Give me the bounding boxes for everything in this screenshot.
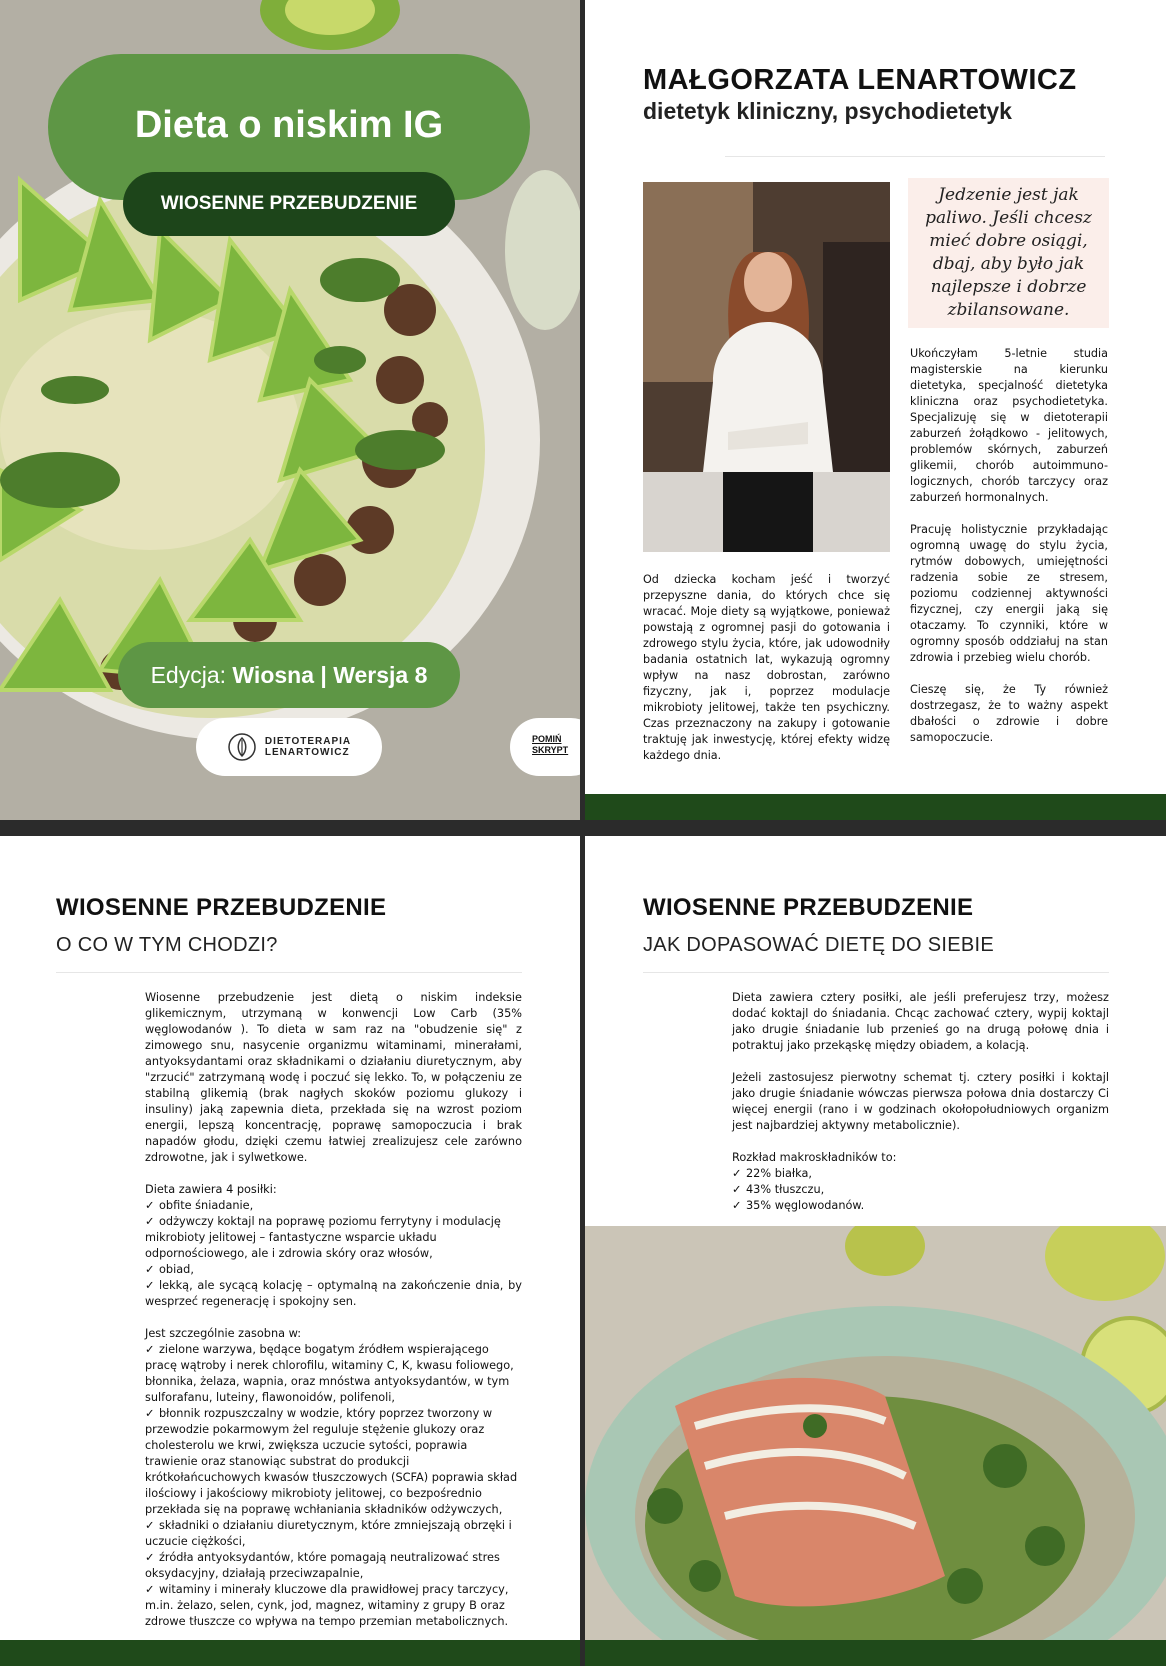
check-icon: ✓ bbox=[145, 1215, 155, 1228]
footer-bar bbox=[0, 1640, 580, 1666]
about-page bbox=[585, 0, 1166, 820]
skip-line2[interactable]: SKRYPT bbox=[532, 745, 569, 755]
check-icon: ✓ bbox=[145, 1199, 155, 1212]
footer-bar bbox=[585, 794, 1166, 820]
edition-badge bbox=[118, 642, 460, 708]
bio-left-column bbox=[643, 572, 890, 764]
paragraph: Jeżeli zastosujesz pierwotny schemat tj. cztery posiłki i koktajl jako drugie śniadanie wówczas pierwsza połowa dnia dostarczy Ci więcej energii (rano i w godzinach okołopołudniowych organizm jest najbardziej aktywny metabolicznie). bbox=[732, 1071, 1109, 1132]
logo-line1: DIETOTERAPIA bbox=[264, 736, 352, 747]
check-icon: ✓ bbox=[145, 1519, 155, 1532]
check-icon: ✓ bbox=[145, 1583, 155, 1596]
diet-description bbox=[145, 990, 522, 1630]
edition-label: Edycja: bbox=[150, 662, 227, 688]
author-portrait-photo bbox=[643, 182, 890, 552]
cover-title: Dieta o niskim IG bbox=[48, 54, 530, 200]
divider bbox=[725, 156, 1105, 157]
cover-page bbox=[0, 0, 580, 820]
meals-title: Dieta zawiera 4 posiłki: bbox=[145, 1183, 277, 1196]
author-role: dietetyk kliniczny, psychodietetyk bbox=[643, 98, 1012, 124]
page-subheading: O CO W TYM CHODZI? bbox=[56, 934, 278, 956]
list-item: ✓ składniki o działaniu diuretycznym, które zmniejszają obrzęki i uczucie ciężkości, bbox=[145, 1519, 512, 1548]
salmon-bowl-photo bbox=[585, 1226, 1166, 1644]
check-icon: ✓ bbox=[732, 1199, 742, 1212]
footer-bar bbox=[585, 1640, 1166, 1666]
list-item: ✓ obfite śniadanie, bbox=[145, 1199, 254, 1212]
check-icon: ✓ bbox=[145, 1407, 155, 1420]
author-name: MAŁGORZATA LENARTOWICZ bbox=[643, 64, 1077, 96]
check-icon: ✓ bbox=[145, 1551, 155, 1564]
list-item: ✓ zielone warzywa, będące bogatym źródłem wspierającego pracę wątroby i nerek chlorofilu, witaminy C, K, kwasu foliowego, błonnika, żelaza, wapnia, oraz mnóstwa antyoksydantów, w tym sulforafanu, luteiny, flawonoidów, polifenoli, bbox=[145, 1343, 514, 1404]
list-item: ✓ odżywczy koktajl na poprawę poziomu ferrytyny i modulację mikrobioty jelitowej – fantastyczne wsparcie układu odpornościowego, ale i zdrowia skóry oraz włosów, bbox=[145, 1215, 501, 1260]
customize-text bbox=[732, 990, 1109, 1214]
divider bbox=[56, 972, 522, 973]
check-icon: ✓ bbox=[732, 1167, 742, 1180]
edition-value: Wiosna | Wersja 8 bbox=[232, 662, 428, 688]
quote-box: Jedzenie jest jak paliwo. Jeśli chcesz mieć dobre osiągi, dbaj, aby było jak najlepsze i dobrze zbilansowane. bbox=[908, 178, 1109, 328]
page-subheading: JAK DOPASOWAĆ DIETĘ DO SIEBIE bbox=[643, 934, 994, 956]
list-item: ✓ lekką, ale sycącą kolację – optymalną na zakończenie dnia, by wesprzeć regenerację i spokojny sen. bbox=[145, 1279, 522, 1308]
list-item: ✓ witaminy i minerały kluczowe dla prawidłowej pracy tarczycy, m.in. żelazo, selen, cynk, jod, magnez, witaminy z grupy B oraz zdrowe tłuszcze co wpływa na tempo przemian metabolicznych. bbox=[145, 1583, 509, 1628]
check-icon: ✓ bbox=[145, 1343, 155, 1356]
bio-paragraph: Cieszę się, że Ty również dostrzegasz, że to ważny aspekt dbałości o zdrowie i dobre samopoczucie. bbox=[910, 683, 1108, 744]
check-icon: ✓ bbox=[145, 1279, 155, 1292]
list-item: ✓ błonnik rozpuszczalny w wodzie, który poprzez tworzony w przewodzie pokarmowym żel reguluje stężenie glukozy oraz cholesterolu we krwi, zwiększa uczucie sytości, poprawia trawienie oraz stanowiąc substrat do produkcji krótkołańcuchowych kwasów tłuszczowych (SCFA) poprawia skład ilościowy i jakościowy mikrobioty jelitowej, co bezpośrednio przekłada się na poprawę wchłaniania składników odżywczych, bbox=[145, 1407, 518, 1516]
logo-line2: LENARTOWICZ bbox=[264, 747, 350, 758]
leaf-logo-icon bbox=[227, 732, 257, 762]
list-item: ✓ obiad, bbox=[145, 1263, 194, 1276]
intro-paragraph: Wiosenne przebudzenie jest dietą o niskim indeksie glikemicznym, utrzymaną w konwencji Low Carb (35% węglowodanów ). To dieta w sam raz na "obudzenie się" z zimowego snu, nasycenie organizmu witaminami, minerałami, antyoksydantami oraz składnikami o działaniu diuretycznym, aby "zrzucić" zatrzymaną wodę i poczuć się lekko. To, w połączeniu ze stabilną glikemią (brak nagłych skoków poziomu glukozy i insuliny) jaką zapewnia dieta, przekłada się na wzrost poziom energii, lepszą koncentrację, poprawę samopoczucia i brak napadów głodu, dzięki czemu łatwiej zrealizujesz cele zarówno zdrowotne, jak i sylwetkowe. bbox=[145, 991, 522, 1164]
diet-customize-page bbox=[585, 836, 1166, 1666]
page-heading: WIOSENNE PRZEBUDZENIE bbox=[643, 894, 974, 921]
check-icon: ✓ bbox=[732, 1183, 742, 1196]
page-heading: WIOSENNE PRZEBUDZENIE bbox=[56, 894, 387, 921]
list-item: ✓ źródła antyoksydantów, które pomagają neutralizować stres oksydacyjny, działają przeciwzapalnie, bbox=[145, 1551, 500, 1580]
bio-paragraph: Pracuję holistycznie przykładając ogromną uwagę do stylu życia, rytmów dobowych, umiejętności radzenia sobie ze stresem, poziomu codziennej aktywności fizycznej, czy energii jaką się otaczamy. To czynniki, które w ogromny sposób oddziałuj na stan zdrowia i przebieg wielu chorób. bbox=[910, 523, 1108, 664]
list-item: ✓ 22% białka, bbox=[732, 1167, 812, 1180]
check-icon: ✓ bbox=[145, 1263, 155, 1276]
brand-logo bbox=[196, 718, 382, 776]
divider bbox=[643, 972, 1109, 973]
cover-subtitle: WIOSENNE PRZEBUDZENIE bbox=[123, 172, 455, 236]
rich-title: Jest szczególnie zasobna w: bbox=[145, 1327, 302, 1340]
bio-right-column bbox=[910, 346, 1108, 762]
paragraph: Dieta zawiera cztery posiłki, ale jeśli preferujesz trzy, możesz dodać koktajl do śniadania. Chcąc zachować cztery, wypij koktajl jako drugie śniadanie lub przenieś go na drugą połowę dnia i potraktuj jako przekąskę między obiadem, a kolacją. bbox=[732, 991, 1109, 1052]
skip-script-link[interactable] bbox=[510, 718, 580, 776]
bio-paragraph: Ukończyłam 5-letnie studia magisterskie na kierunku dietetyka, specjalność dietetyka kliniczna oraz psychodietetyka. Specjalizuję się w dietoterapii zaburzeń żołądkowo - jelitowych, problemów skórnych, zaburzeń glikemii, chorób autoimmuno-logicznych, chorób tarczycy oraz zaburzeń hormonalnych. bbox=[910, 347, 1108, 504]
diet-overview-page bbox=[0, 836, 580, 1666]
bio-paragraph: Od dziecka kocham jeść i tworzyć przepyszne dania, do których chce się wracać. Moje diety są wyjątkowe, ponieważ powstają z ogromnej pasji do gotowania i zdrowego stylu życia, które, jak udowodniły badania ostatnich lat, wykazują ogromny wpływ na nasz dobrostan, zarówno fizyczny, jak i, poprzez modulacje mikrobioty jelitowej, także ten psychiczny. Czas przeznaczony na zakupy i gotowanie traktuję jak inwestycję, której efekty widzę każdego dnia. bbox=[643, 573, 890, 762]
macros-title: Rozkład makroskładników to: bbox=[732, 1151, 897, 1164]
skip-line1[interactable]: POMIŃ bbox=[532, 734, 562, 744]
list-item: ✓ 43% tłuszczu, bbox=[732, 1183, 825, 1196]
list-item: ✓ 35% węglowodanów. bbox=[732, 1199, 865, 1212]
